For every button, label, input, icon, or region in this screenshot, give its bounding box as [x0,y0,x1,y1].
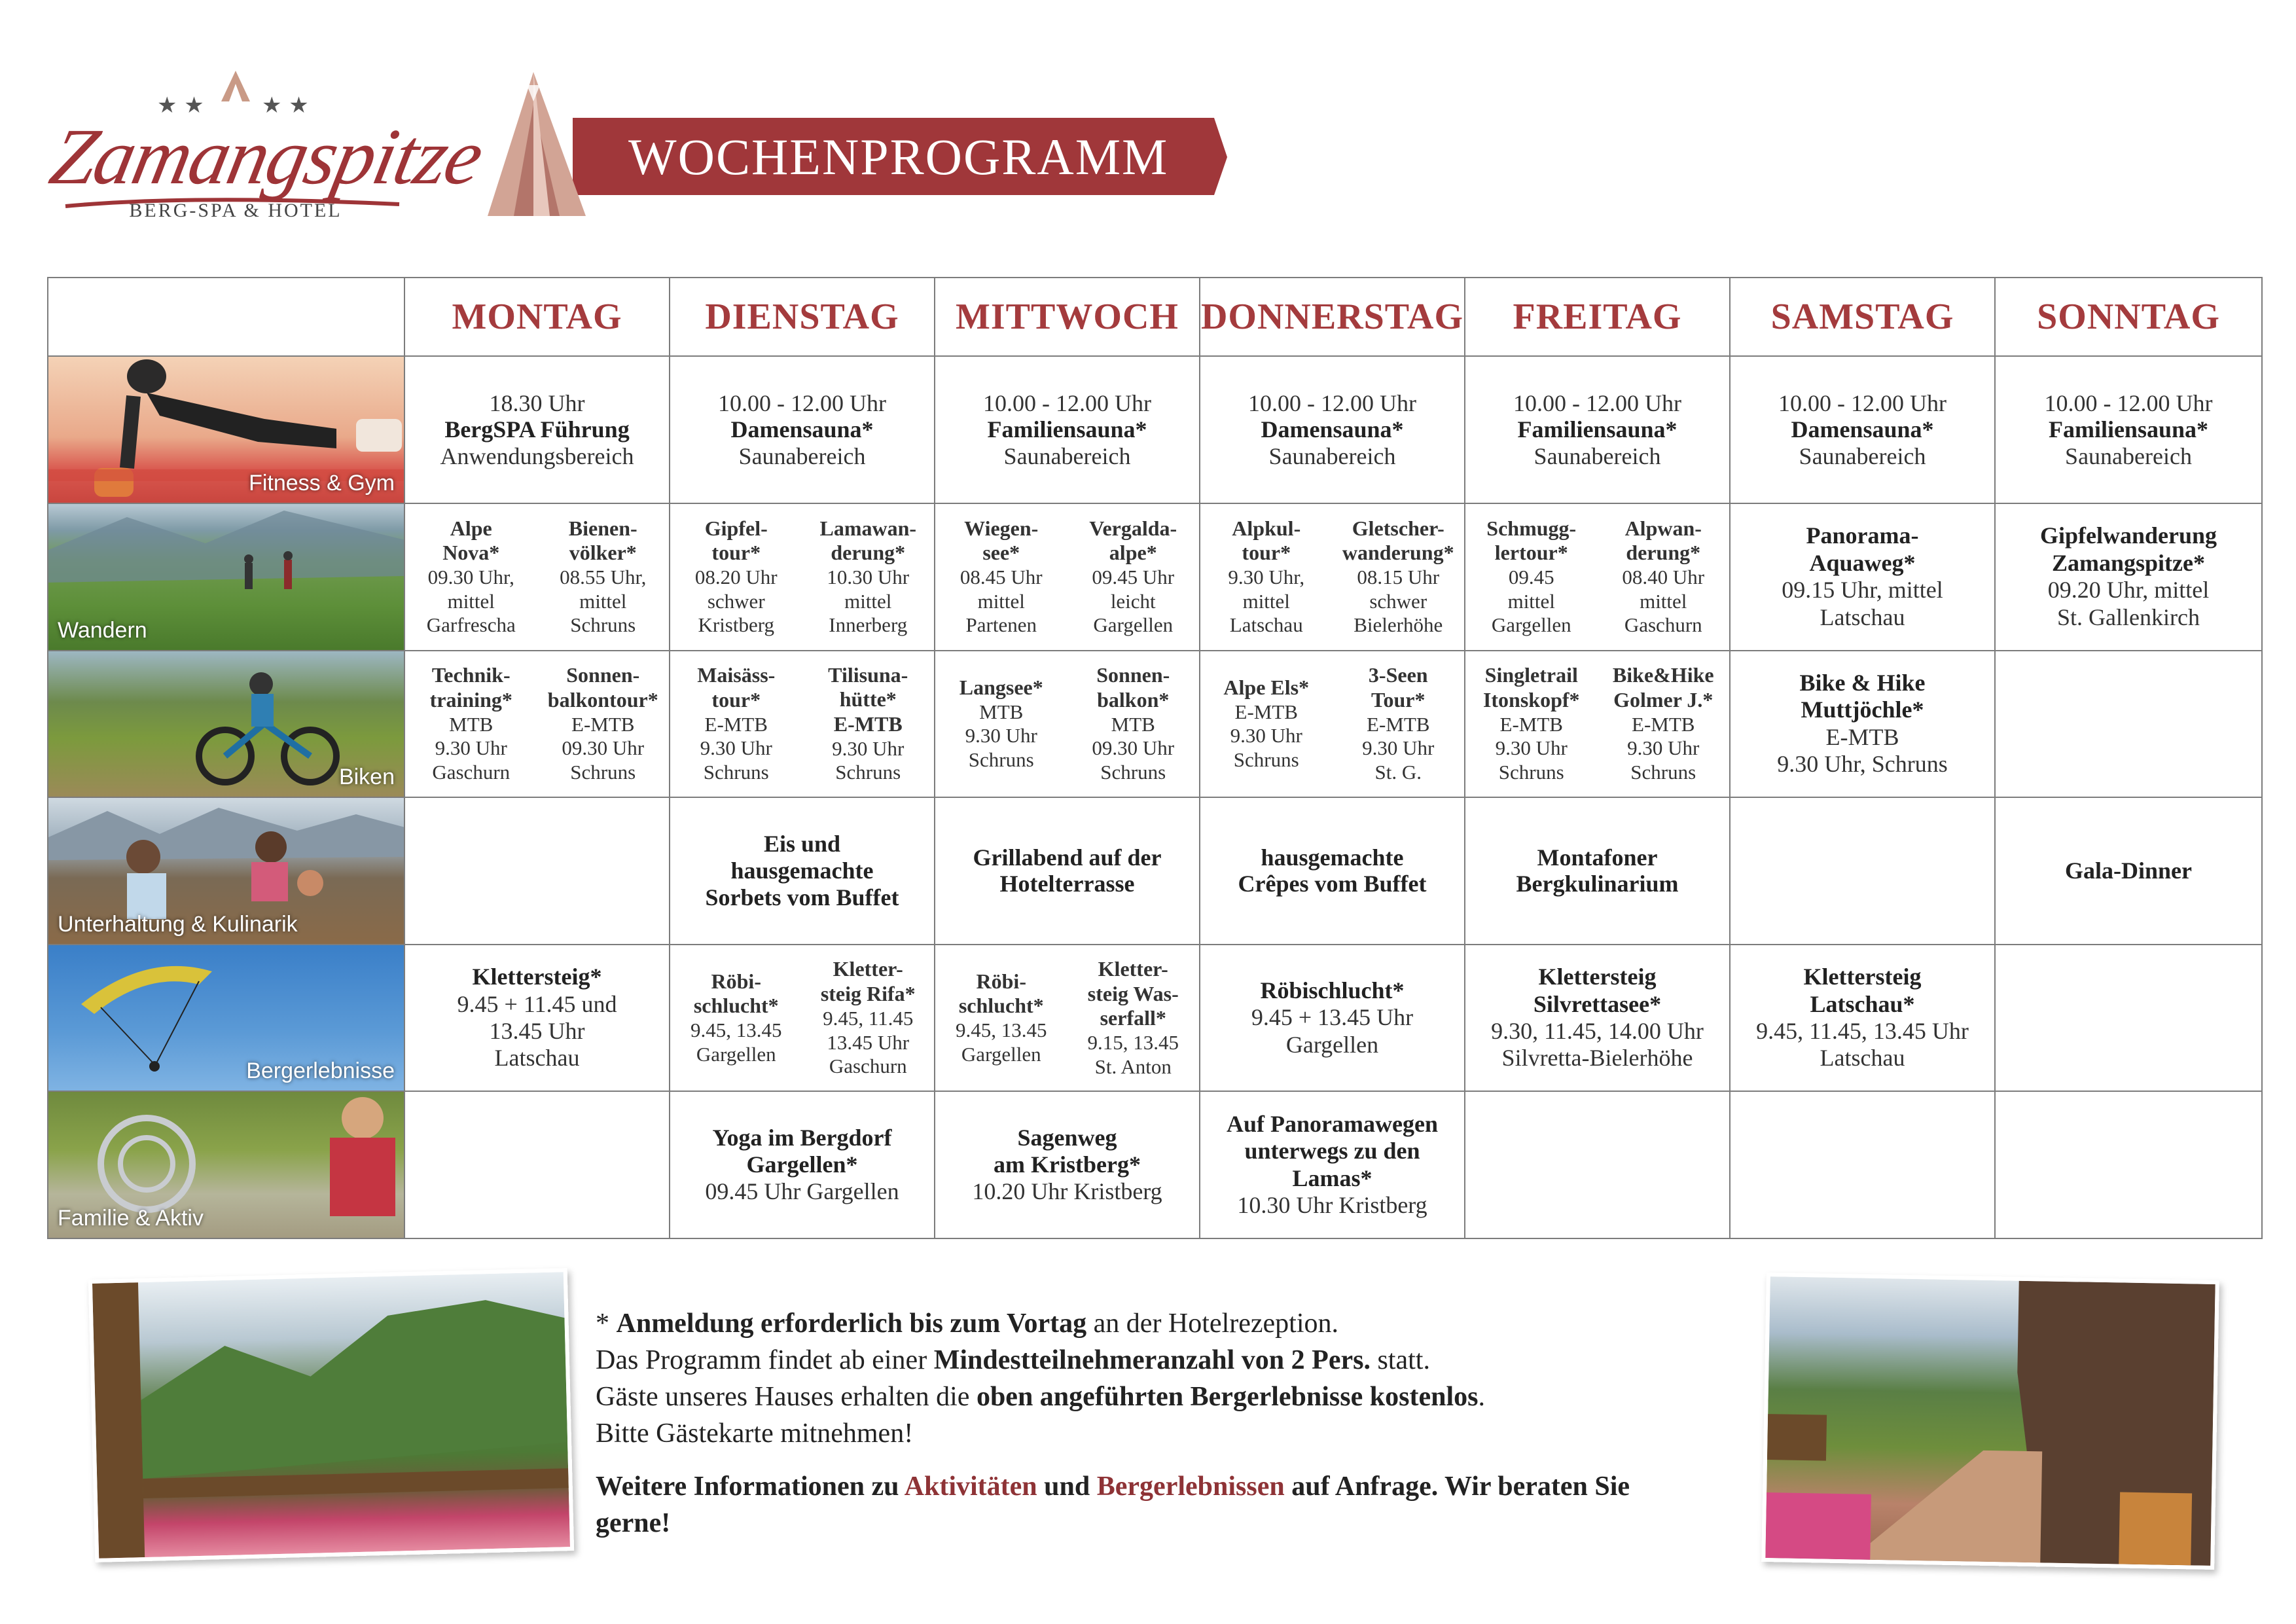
row-biken [48,651,2262,798]
event-alpe-els: Alpe Els* E-MTB 9.30 Uhr Schruns [1223,676,1310,771]
fitness-saturday [1730,356,1995,503]
biken-monday [404,651,670,798]
event-time: 10.00 - 12.00 Uhr [1778,389,1946,416]
row-kulinarik [48,797,2262,945]
title-banner [488,65,1227,229]
event-title: Familiensauna* [1517,416,1677,443]
category-label: Unterhaltung & Kulinarik [58,911,298,937]
row-bergerlebnisse [48,945,2262,1092]
wandern-friday [1465,503,1730,651]
event-place: Saunabereich [738,442,866,469]
event-place: Anwendungsbereich [440,442,634,469]
event-title: Damensauna* [1791,416,1934,443]
biken-tuesday [670,651,935,798]
wandern-tuesday [670,503,935,651]
kulinarik-saturday [1730,797,1995,945]
fitness-monday [404,356,670,503]
event-maisaesstour: Maisäss- tour* E-MTB 9.30 Uhr Schruns [697,663,776,784]
note-min-participants: Das Programm findet ab einer Mindestteilnehmeranzahl von 2 Pers. statt. [596,1344,1430,1375]
familie-sunday [1995,1091,2262,1238]
biken-saturday: Bike & Hike Muttjöchle* E-MTB 9.30 Uhr, Schruns [1730,651,1995,798]
logo-wordmark: Zamangspitze [43,113,490,201]
event-3-seen-tour: 3-Seen Tour* E-MTB 9.30 Uhr St. G. [1362,663,1435,784]
event-schmugglertour: Schmugg- lertour* 09.45 mittel Gargellen [1486,516,1577,637]
category-label: Biken [338,765,395,790]
fitness-thursday [1200,356,1465,503]
day-wednesday: MITTWOCH [935,278,1200,356]
event-place: Saunabereich [1799,442,1926,469]
biken-sunday [1995,651,2262,798]
note-guest-card: Bitte Gästekarte mitnehmen! [596,1418,914,1449]
event-klettersteig-wasserfall: Kletter- steig Was- serfall* 9.15, 13.45 St. Anton [1087,956,1179,1078]
event-time: 10.00 - 12.00 Uhr [983,389,1151,416]
note-registration: * Anmeldung erforderlich bis zum Vortag an der Hotelrezeption. [596,1308,1338,1339]
familie-friday [1465,1091,1730,1238]
category-kulinarik [48,797,404,945]
wandern-monday [404,503,670,651]
day-tuesday: DIENSTAG [670,278,935,356]
day-sunday: SONNTAG [1995,278,2262,356]
biken-thursday [1200,651,1465,798]
fitness-friday [1465,356,1730,503]
note-free-experiences: Gäste unseres Hauses erhalten die oben angeführten Bergerlebnisse kostenlos. [596,1381,1485,1412]
category-label: Wandern [58,617,147,643]
category-wandern [48,503,404,651]
category-label: Fitness & Gym [249,470,395,496]
wandern-wednesday [935,503,1200,651]
berg-thursday: Röbischlucht* 9.45 + 13.45 Uhr Gargellen [1200,945,1465,1092]
familie-saturday [1730,1091,1995,1238]
category-fitness [48,356,404,503]
day-friday: FREITAG [1465,278,1730,356]
event-tilisunahuette: Tilisuna- hütte* E-MTB 9.30 Uhr Schruns [828,662,908,784]
berg-monday: Klettersteig* 9.45 + 11.45 und 13.45 Uhr Latschau [404,945,670,1092]
event-place: Saunabereich [1534,442,1661,469]
kulinarik-sunday: Gala-Dinner [1995,797,2262,945]
event-bienenvoelker: Bienen- völker* 08.55 Uhr, mittel Schruns [560,516,647,637]
familie-thursday: Auf Panoramawegen unterwegs zu den Lamas* 10.30 Uhr Kristberg [1200,1091,1465,1238]
event-sonnenbalkon: Sonnen- balkon* MTB 09.30 Uhr Schruns [1092,663,1175,784]
event-time: 10.00 - 12.00 Uhr [2044,389,2213,416]
kulinarik-monday [404,797,670,945]
fitness-sunday [1995,356,2262,503]
event-roebischlucht: Röbi- schlucht* 9.45, 13.45 Gargellen [691,969,782,1066]
fitness-tuesday [670,356,935,503]
event-lamawanderung: Lamawan- derung* 10.30 Uhr mittel Innerberg [819,516,917,637]
event-techniktraining: Technik- training* MTB 9.30 Uhr Gaschurn [429,663,512,784]
event-time: 10.00 - 12.00 Uhr [718,389,886,416]
footer-notes [596,1306,1643,1542]
corner-cell [48,278,404,356]
note-more-info: Weitere Informationen zu Aktivitäten und Bergerlebnissen auf Anfrage. Wir beraten Sie gerne! [596,1471,1630,1539]
event-gletscherwanderung: Gletscher- wanderung* 08.15 Uhr schwer Bielerhöhe [1342,516,1454,637]
balcony-view-photo [88,1268,574,1562]
event-alpkultour: Alpkul- tour* 9.30 Uhr, mittel Latschau [1228,516,1305,637]
kulinarik-tuesday: Eis und hausgemachte Sorbets vom Buffet [670,797,935,945]
kulinarik-friday: Montafoner Bergkulinarium [1465,797,1730,945]
day-thursday: DONNERSTAG [1200,278,1465,356]
event-place: Saunabereich [1268,442,1396,469]
berg-saturday: Klettersteig Latschau* 9.45, 11.45, 13.45 Uhr Latschau [1730,945,1995,1092]
berg-tuesday [670,945,935,1092]
biken-wednesday [935,651,1200,798]
familie-tuesday: Yoga im Bergdorf Gargellen* 09.45 Uhr Gargellen [670,1091,935,1238]
event-title: Damensauna* [1261,416,1404,443]
event-wiegensee: Wiegen- see* 08.45 Uhr mittel Partenen [960,516,1043,637]
day-header-row [48,278,2262,356]
row-wandern [48,503,2262,651]
event-alpe-nova: Alpe Nova* 09.30 Uhr, mittel Garfrescha [426,516,516,637]
fitness-wednesday [935,356,1200,503]
category-label: Familie & Aktiv [58,1206,204,1231]
biken-friday [1465,651,1730,798]
familie-wednesday: Sagenweg am Kristberg* 10.20 Uhr Kristberg [935,1091,1200,1238]
event-time: 10.00 - 12.00 Uhr [1513,389,1681,416]
hotel-logo [43,65,490,236]
page-title: WOCHENPROGRAMM [628,128,1169,185]
kulinarik-thursday: hausgemachte Crêpes vom Buffet [1200,797,1465,945]
weekly-schedule-table [47,277,2263,1239]
day-saturday: SAMSTAG [1730,278,1995,356]
event-langsee: Langsee* MTB 9.30 Uhr Schruns [959,676,1043,771]
kulinarik-wednesday: Grillabend auf der Hotelterrasse [935,797,1200,945]
wandern-saturday: Panorama- Aquaweg* 09.15 Uhr, mittel Latschau [1730,503,1995,651]
day-monday: MONTAG [404,278,670,356]
logo-subtitle: BERG-SPA & HOTEL [129,200,342,221]
berg-wednesday [935,945,1200,1092]
event-klettersteig-rifa: Kletter- steig Rifa* 9.45, 11.45 13.45 Uhr Gaschurn [820,957,916,1078]
category-familie [48,1091,404,1238]
row-familie [48,1091,2262,1238]
event-singletrail: Singletrail Itonskopf* E-MTB 9.30 Uhr Schruns [1482,663,1580,784]
event-title: Familiensauna* [987,416,1147,443]
berg-friday: Klettersteig Silvrettasee* 9.30, 11.45, 14.00 Uhr Silvretta-Bielerhöhe [1465,945,1730,1092]
event-title: BergSPA Führung [444,416,630,443]
category-biken [48,651,404,798]
event-vergaldaalpe: Vergalda- alpe* 09.45 Uhr leicht Gargellen [1089,516,1177,637]
event-place: Saunabereich [1003,442,1131,469]
svg-text:★ ★: ★ ★ [157,92,204,118]
event-gipfeltour: Gipfel- tour* 08.20 Uhr schwer Kristberg [694,516,778,637]
familie-monday [404,1091,670,1238]
event-bike-hike-golmer: Bike&Hike Golmer J.* E-MTB 9.30 Uhr Schruns [1612,663,1714,784]
svg-text:★ ★: ★ ★ [262,92,309,118]
event-title: Familiensauna* [2048,416,2209,443]
event-place: Saunabereich [2065,442,2192,469]
event-time: 18.30 Uhr [489,389,585,416]
event-sonnenbalkontour: Sonnen- balkontour* E-MTB 09.30 Uhr Schruns [547,663,658,784]
wandern-thursday [1200,503,1465,651]
event-title: Damensauna* [730,416,874,443]
wandern-sunday: Gipfelwanderung Zamangspitze* 09.20 Uhr, mittel St. Gallenkirch [1995,503,2262,651]
event-time: 10.00 - 12.00 Uhr [1248,389,1416,416]
berg-sunday [1995,945,2262,1092]
category-label: Bergerlebnisse [246,1058,395,1084]
terrace-photo [1761,1272,2219,1570]
event-alpwanderung: Alpwan- derung* 08.40 Uhr mittel Gaschurn [1622,516,1705,637]
event-roebischlucht: Röbi- schlucht* 9.45, 13.45 Gargellen [956,969,1047,1066]
row-fitness [48,356,2262,503]
category-bergerlebnisse [48,945,404,1092]
